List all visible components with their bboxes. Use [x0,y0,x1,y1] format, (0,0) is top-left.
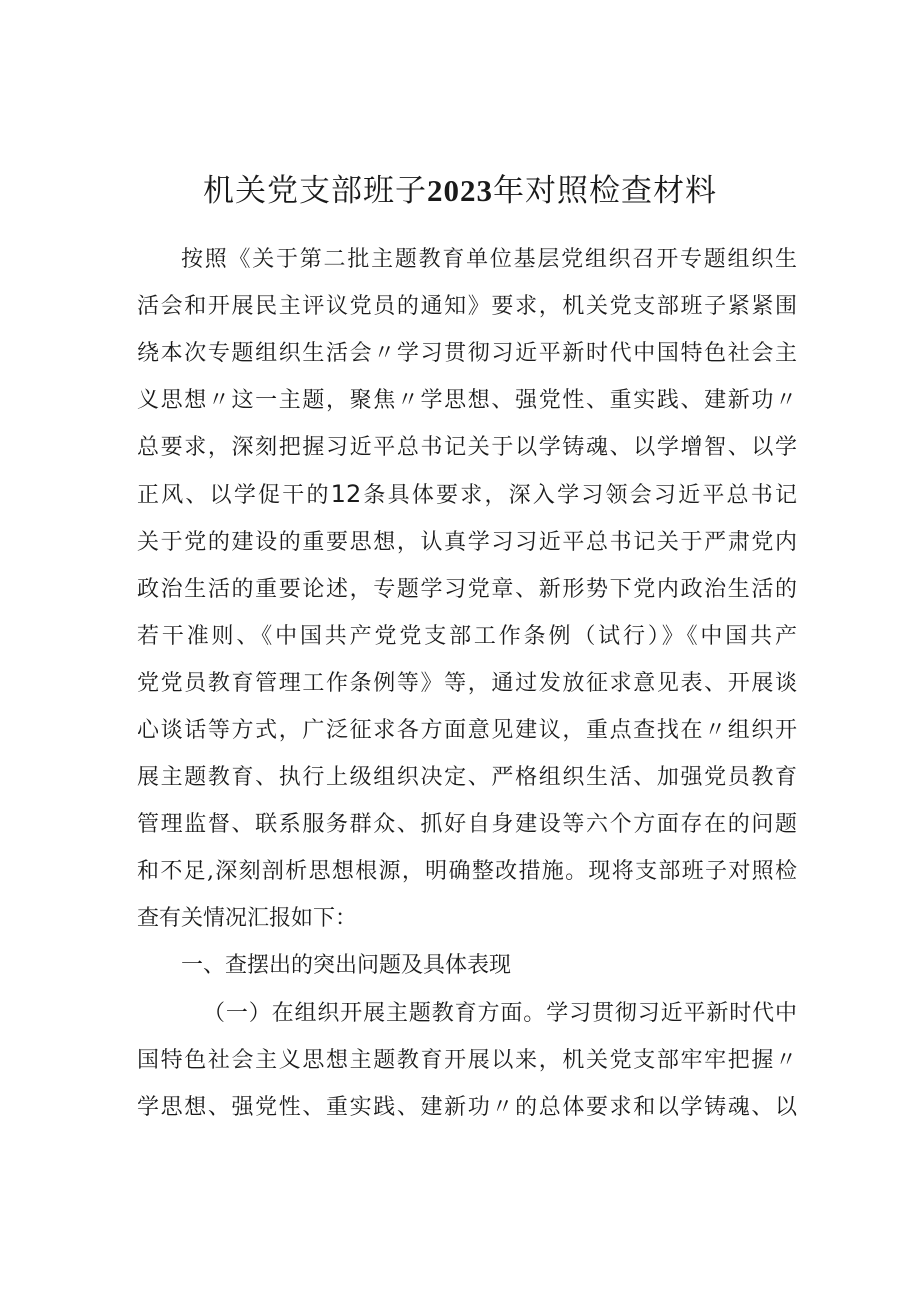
title-year: 2023 [427,172,493,208]
paragraph-line: （一）在组织开展主题教育方面。学习贯彻习近平新时代中 [203,1000,797,1026]
title-text-post: 年对照检查材料 [493,172,717,209]
document-title [0,171,920,211]
paragraph-line: 按照《关于第二批主题教育单位基层党组织召开专题组织生 [181,247,797,272]
paragraph-line: 国特色社会主义思想主题教育开展以来，机关党支部牢牢把握〃 [137,1047,797,1073]
title-text-pre: 机关党支部班子 [203,172,427,209]
paragraph-line: 党党员教育管理工作条例等》等，通过发放征求意见表、开展谈 [137,670,797,696]
paragraph-line: 关于党的建设的重要思想，认真学习习近平总书记关于严肃党内 [137,529,797,555]
section-heading: 一、查摆出的突出问题及具体表现 [181,953,512,979]
paragraph-line: 查有关情况汇报如下： [137,906,358,932]
requirement-count: 12 [330,480,362,509]
paragraph-line: 管理监督、联系服务群众、抓好自身建设等六个方面存在的问题 [137,812,797,838]
paragraph-line: 展主题教育、执行上级组织决定、严格组织生活、加强党员教育 [137,765,797,791]
paragraph-line: 学思想、强党性、重实践、建新功〃的总体要求和以学铸魂、以 [137,1094,797,1120]
paragraph-line: 若干准则、《中国共产党党支部工作条例（试行）》《中国共产 [137,623,797,649]
paragraph-line: 总要求，深刻把握习近平总书记关于以学铸魂、以学增智、以学 [137,435,797,461]
paragraph-line: 政治生活的重要论述，专题学习党章、新形势下党内政治生活的 [137,576,797,602]
line-text-pre: 正风、以学促干的 [137,483,331,509]
paragraph-line: 活会和开展民主评议党员的通知》要求，机关党支部班子紧紧围 [137,294,797,320]
paragraph-line: 义思想〃这一主题，聚焦〃学思想、强党性、重实践、建新功〃 [137,388,797,414]
paragraph-line: 和不足,深刻剖析思想根源，明确整改措施。现将支部班子对照检 [137,859,797,885]
line-text-post: 条具体要求，深入学习领会习近平总书记 [361,483,797,509]
paragraph-line: 心谈话等方式，广泛征求各方面意见建议，重点查找在〃组织开 [137,717,797,743]
paragraph-line [137,471,797,518]
paragraph-line: 绕本次专题组织生活会〃学习贯彻习近平新时代中国特色社会主 [137,341,797,367]
document-body [137,236,797,1131]
